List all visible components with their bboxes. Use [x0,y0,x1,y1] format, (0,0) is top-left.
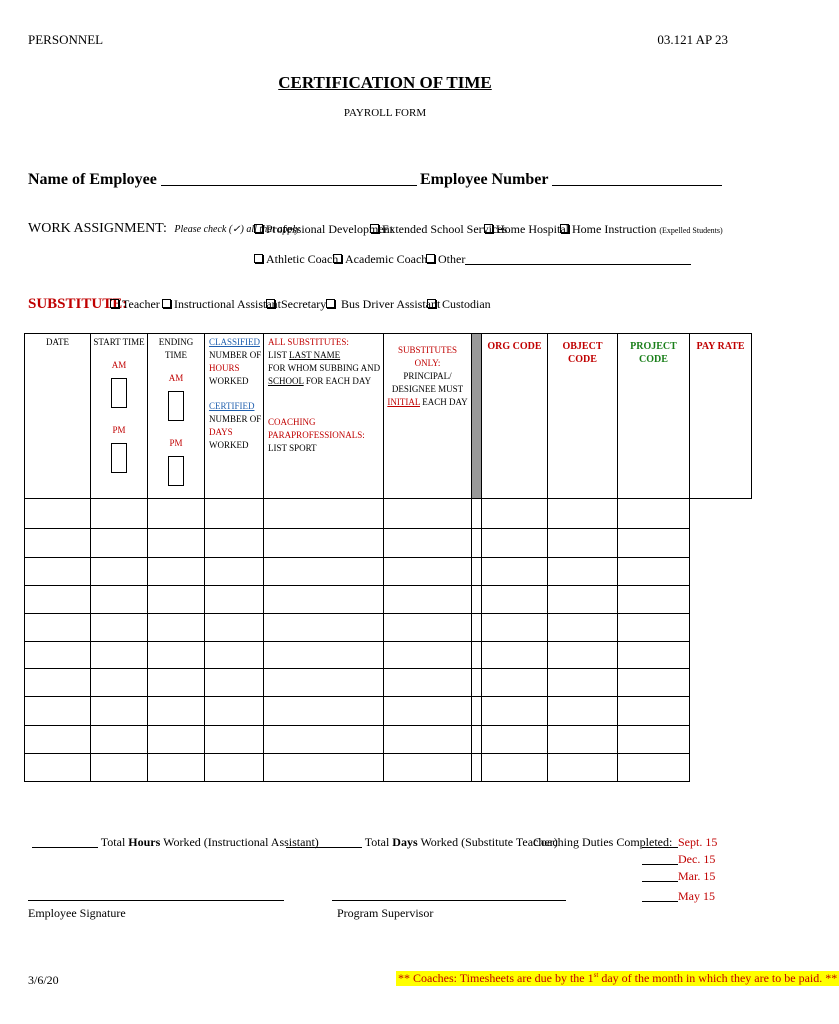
time-table [24,333,752,782]
supervisor-signature-line[interactable] [332,900,566,901]
table-cell[interactable] [482,669,548,697]
coaching-date-mar[interactable]: Mar. 15 [642,869,715,884]
table-cell[interactable] [205,558,264,586]
checkbox-icon[interactable] [370,224,379,233]
work-assignment-hint: Please check (✓) all that apply [174,224,300,235]
table-cell[interactable] [25,499,91,529]
table-cell[interactable] [264,669,384,697]
table-row [25,669,752,697]
checkbox-icon[interactable] [254,224,263,233]
table-cell[interactable] [384,499,472,529]
table-cell[interactable] [482,586,548,614]
table-cell[interactable] [384,754,472,782]
checkbox-icon[interactable] [484,224,493,233]
table-cell[interactable] [91,586,148,614]
col-object-code-header: OBJECT CODE [548,334,618,499]
table-cell[interactable] [618,558,690,586]
table-cell[interactable] [482,726,548,754]
table-cell[interactable] [548,697,618,726]
table-row [25,586,752,614]
table-cell[interactable] [482,754,548,782]
table-cell[interactable] [148,529,205,558]
table-row [25,697,752,726]
table-cell[interactable] [548,614,618,642]
table-cell[interactable] [91,642,148,669]
table-cell[interactable] [25,529,91,558]
table-cell[interactable] [205,614,264,642]
table-cell[interactable] [205,697,264,726]
sub-option-custodian[interactable]: Custodian [427,297,491,312]
table-cell[interactable] [91,754,148,782]
wa-option-athletic-coach[interactable]: Athletic Coach [254,252,338,267]
table-cell[interactable] [91,558,148,586]
total-hours-field[interactable]: Total Hours Worked (Instructional Assistant) [32,835,319,850]
table-cell[interactable] [91,499,148,529]
start-pm-label: PM [112,425,126,435]
table-row [25,642,752,669]
table-cell[interactable] [618,697,690,726]
end-pm-label: PM [169,438,183,448]
table-cell[interactable] [264,529,384,558]
form-title: CERTIFICATION OF TIME [278,73,492,92]
table-cell[interactable] [148,754,205,782]
table-cell[interactable] [91,697,148,726]
table-cell[interactable] [472,642,482,669]
other-line[interactable] [465,264,691,265]
employee-name-label: Name of Employee [28,171,157,188]
table-cell[interactable] [472,754,482,782]
table-cell[interactable] [384,642,472,669]
table-cell[interactable] [205,499,264,529]
sub-option-bus-driver-assistant[interactable]: Bus Driver Assistant [326,297,440,312]
table-cell[interactable] [205,642,264,669]
wa-option-professional-development[interactable]: Professional Development [254,222,393,237]
checkbox-icon[interactable] [266,299,275,308]
table-cell[interactable] [618,642,690,669]
table-row [25,558,752,586]
footer-date: 3/6/20 [28,973,59,987]
table-cell[interactable] [548,499,618,529]
coaching-duties-label: Coaching Duties Completed: [533,835,673,849]
table-row [25,499,752,529]
table-cell[interactable] [205,754,264,782]
table-cell[interactable] [25,558,91,586]
table-cell[interactable] [25,669,91,697]
coaching-date-may[interactable]: May 15 [642,889,715,904]
table-cell[interactable] [205,726,264,754]
table-cell[interactable] [548,558,618,586]
checkbox-icon[interactable] [427,299,436,308]
home-instruction-note: (Expelled Students) [659,226,723,235]
employee-signature-line[interactable] [28,900,284,901]
checkbox-icon[interactable] [254,254,263,263]
checkbox-icon[interactable] [560,224,569,233]
col-substitutes-header: ALL SUBSTITUTES: LIST LAST NAME FOR WHOM SUBBING AND SCHOOL FOR EACH DAY COACHING PARAPROFESSIONALS: LIST SPORT [264,334,384,499]
form-subtitle: PAYROLL FORM [343,107,427,119]
table-cell[interactable] [472,697,482,726]
table-cell[interactable] [264,558,384,586]
table-cell[interactable] [148,697,205,726]
table-cell[interactable] [618,614,690,642]
checkbox-icon[interactable] [162,299,171,308]
table-cell[interactable] [482,614,548,642]
table-cell[interactable] [205,669,264,697]
table-cell[interactable] [384,669,472,697]
table-cell[interactable] [472,499,482,529]
col-org-code-header: ORG CODE [482,334,548,499]
table-cell[interactable] [91,669,148,697]
table-header-row [25,334,752,499]
table-cell[interactable] [25,586,91,614]
table-cell[interactable] [25,697,91,726]
total-days-line[interactable] [286,847,362,848]
table-cell[interactable] [148,642,205,669]
table-cell[interactable] [472,586,482,614]
table-cell[interactable] [472,669,482,697]
table-cell[interactable] [205,586,264,614]
table-cell[interactable] [148,726,205,754]
shaded-divider [472,334,482,499]
table-cell[interactable] [205,529,264,558]
table-cell[interactable] [264,499,384,529]
header-left: PERSONNEL [28,32,104,47]
table-cell[interactable] [482,499,548,529]
employee-number-line[interactable] [552,185,722,186]
total-days-field[interactable]: Total Days Worked (Substitute Teacher) [286,835,558,850]
table-cell[interactable] [148,614,205,642]
employee-number-label: Employee Number [420,171,549,188]
table-cell[interactable] [148,558,205,586]
table-cell[interactable] [618,499,690,529]
col-date-header: DATE [25,334,91,499]
end-am-label: AM [168,373,184,383]
table-cell[interactable] [548,669,618,697]
employee-signature-label: Employee Signature [28,906,126,920]
coaching-date-sept[interactable]: Sept. 15 [642,835,717,850]
end-pm-box[interactable] [168,456,184,486]
coaches-note: ** Coaches: Timesheets are due by the 1st day of the month in which they are to be paid. ** [398,971,838,985]
table-cell[interactable] [264,642,384,669]
table-cell[interactable] [25,642,91,669]
table-cell[interactable] [618,586,690,614]
table-cell[interactable] [384,586,472,614]
checkbox-icon[interactable] [426,254,435,263]
wa-option-home-hospital[interactable]: Home Hospital [484,222,569,237]
table-cell[interactable] [148,586,205,614]
col-ending-time-header: ENDING TIME AM PM [148,334,205,499]
table-row [25,529,752,558]
table-cell[interactable] [618,529,690,558]
wa-option-extended-school-services[interactable]: Extended School Services [370,222,507,237]
table-cell[interactable] [548,642,618,669]
table-cell[interactable] [384,697,472,726]
col-hours-days-header: CLASSIFIED NUMBER OF HOURS WORKED CERTIFIED NUMBER OF DAYS WORKED [205,334,264,499]
table-row [25,726,752,754]
table-cell[interactable] [384,614,472,642]
header-right: 03.121 AP 23 [657,32,728,47]
supervisor-signature-label: Program Supervisor [337,906,434,920]
table-cell[interactable] [482,697,548,726]
coaching-date-dec[interactable]: Dec. 15 [642,852,715,867]
col-start-time-header: START TIME AM PM [91,334,148,499]
table-cell[interactable] [472,558,482,586]
table-cell[interactable] [472,614,482,642]
sub-option-secretary[interactable]: Secretary [266,297,326,312]
table-cell[interactable] [264,697,384,726]
table-cell[interactable] [472,529,482,558]
employee-name-line[interactable] [161,185,417,186]
table-cell[interactable] [25,614,91,642]
checkbox-icon[interactable] [110,299,119,308]
table-cell[interactable] [25,726,91,754]
table-cell[interactable] [25,754,91,782]
checkbox-icon[interactable] [326,299,335,308]
table-row [25,614,752,642]
table-cell[interactable] [548,529,618,558]
wa-option-academic-coach[interactable]: Academic Coach [333,252,427,267]
work-assignment-label: WORK ASSIGNMENT [28,221,164,236]
table-cell[interactable] [482,529,548,558]
table-cell[interactable] [264,726,384,754]
table-cell[interactable] [384,726,472,754]
wa-option-other[interactable]: Other [426,252,691,267]
col-pay-rate-header: PAY RATE [690,334,752,499]
sub-option-instructional-assistant[interactable]: Instructional Assistant [162,297,281,312]
end-am-box[interactable] [168,391,184,421]
start-am-label: AM [111,360,127,370]
table-cell[interactable] [548,726,618,754]
table-cell[interactable] [618,669,690,697]
start-am-box[interactable] [111,378,127,408]
checkbox-icon[interactable] [333,254,342,263]
col-project-code-header: PROJECT CODE [618,334,690,499]
table-cell[interactable] [482,558,548,586]
substitute-label: SUBSTITUTE: [28,296,128,312]
table-cell[interactable] [618,754,690,782]
table-row [25,754,752,782]
table-cell[interactable] [264,754,384,782]
start-pm-box[interactable] [111,443,127,473]
table-cell[interactable] [384,529,472,558]
table-cell[interactable] [548,754,618,782]
table-cell[interactable] [148,669,205,697]
employee-number-field[interactable] [420,171,722,189]
table-cell[interactable] [548,586,618,614]
wa-option-home-instruction[interactable]: Home Instruction (Expelled Students) [560,222,723,237]
total-hours-line[interactable] [32,847,98,848]
table-cell[interactable] [91,726,148,754]
table-cell[interactable] [618,726,690,754]
table-cell[interactable] [384,558,472,586]
table-cell[interactable] [148,499,205,529]
table-cell[interactable] [91,614,148,642]
work-assignment: WORK ASSIGNMENT: Please check (✓) all that apply [28,221,300,236]
sub-option-teacher[interactable]: Teacher [110,297,160,312]
table-cell[interactable] [264,586,384,614]
table-cell[interactable] [264,614,384,642]
col-initial-header: SUBSTITUTES ONLY: PRINCIPAL/ DESIGNEE MUST INITIAL EACH DAY [384,334,472,499]
employee-name-field[interactable] [28,171,417,189]
table-cell[interactable] [472,726,482,754]
table-cell[interactable] [482,642,548,669]
table-cell[interactable] [91,529,148,558]
